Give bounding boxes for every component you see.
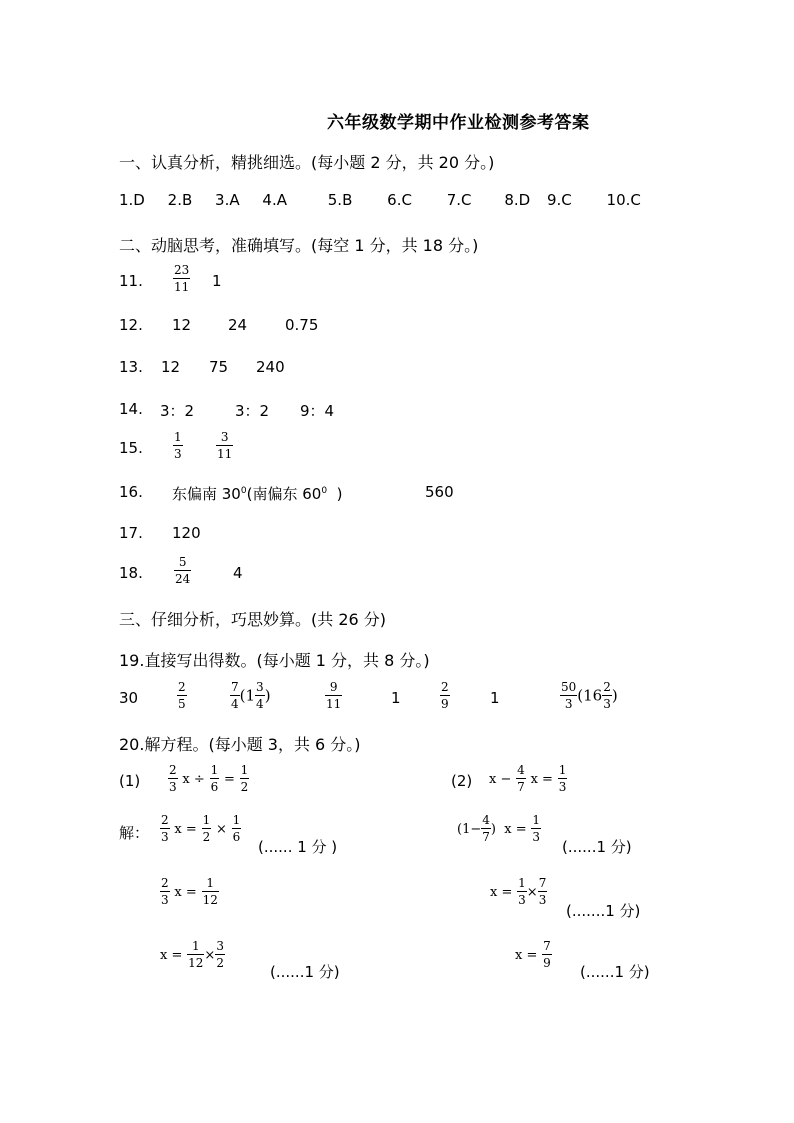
q20-p1-solve-label: 解：: [119, 824, 150, 842]
q20-p2-s2-a-den: 3: [518, 893, 526, 907]
q19-a3-paren-open: (1: [239, 686, 256, 705]
q19-a4-numerator: 9: [325, 681, 342, 696]
q20-p1-s1-a-den: 3: [161, 830, 169, 844]
q20-p1-eq-b-den: 6: [210, 780, 219, 794]
q16-degree-a: 0: [240, 486, 247, 496]
q20-p1-s3-pre: x =: [160, 948, 183, 963]
q20-p1-s3-b-num: 3: [216, 939, 224, 953]
q20-p1-s1-c-num: 1: [232, 813, 241, 827]
q20-p1-s2-a-num: 2: [161, 876, 169, 890]
q16-degree-b: 0: [321, 486, 328, 496]
q18-label: 18.: [119, 564, 143, 582]
q20-p1-s1-op2: ×: [215, 822, 227, 837]
q11-denominator: 11: [174, 280, 190, 294]
q12-answer-2: 24: [228, 316, 248, 334]
q19-a6-numerator: 2: [441, 680, 449, 694]
q19-a2-denominator: 5: [178, 697, 186, 711]
q13-label: 13.: [119, 358, 143, 376]
q17-label: 17.: [119, 524, 143, 542]
q20-p1-s1-b-num: 1: [202, 813, 211, 827]
q20-p2-s1-pre: (1−: [457, 822, 482, 837]
q16-answer-2: 560: [425, 483, 454, 501]
q16-paren-close: ): [327, 485, 343, 503]
answer-10: 10.C: [606, 191, 641, 209]
q11-answer-2: 1: [212, 272, 222, 290]
q18-answer-2: 4: [233, 564, 243, 582]
q20-p1-eq-c-den: 2: [240, 780, 249, 794]
q15-f1-denominator: 3: [174, 447, 182, 461]
q20-p1-step-3: [160, 940, 225, 969]
q12-label: 12.: [119, 316, 143, 334]
q20-p2-s3-pre: x =: [515, 948, 538, 963]
answer-8: 8.D: [504, 191, 531, 209]
answer-5: 5.B: [327, 191, 353, 209]
q13-answer-2: 75: [209, 358, 229, 376]
q15-fraction-2: [216, 431, 233, 460]
q20-p1-eq-c-num: 1: [240, 763, 249, 777]
q20-p2-s2-pre: x =: [490, 885, 513, 900]
q19-answer-4: [325, 681, 342, 710]
q20-p1-s2-op1: x =: [174, 885, 197, 900]
q19-a8-mixed-denominator: 3: [603, 697, 611, 711]
q20-p1-s3-b-den: 2: [216, 956, 224, 970]
q15-f1-numerator: 1: [174, 430, 182, 444]
q20-p1-eq-b-num: 1: [210, 763, 219, 777]
q20-p2-eq-pre: x −: [489, 772, 512, 787]
q20-p1-s3-op: ×: [204, 948, 216, 963]
q19-a2-numerator: 2: [178, 680, 186, 694]
q20-p2-s1-a-num: 4: [482, 813, 490, 827]
q19-a3-paren-close: ): [264, 686, 271, 705]
q20-p1-eq-op1: x ÷: [182, 772, 205, 787]
q16-answer-1: [172, 483, 342, 504]
q19-heading: 19.直接写出得数。(每小题 1 分，共 8 分。): [119, 651, 430, 670]
q19-answer-5: 1: [391, 689, 401, 707]
q20-p2-s1-a-den: 7: [482, 830, 490, 844]
q20-p2-s3-a-num: 7: [543, 939, 551, 953]
q20-p2-s2-b-den: 3: [538, 893, 547, 907]
q15-fraction-1: [173, 431, 183, 460]
q20-p1-s3-a-den: 12: [188, 956, 204, 970]
q20-p1-s3-a-num: 1: [187, 940, 204, 955]
q20-p1-eq-a-den: 3: [169, 780, 177, 794]
section-3-heading: 三、仔细分析，巧思妙算。(共 26 分): [119, 610, 387, 629]
q20-p2-s2-b-num: 7: [538, 876, 547, 890]
q20-p1-eq-op2: =: [223, 772, 235, 787]
q20-p2-step-1: [457, 814, 541, 843]
q20-p1-s3-score: (......1 分): [270, 963, 340, 981]
q20-p1-s2-b-num: 1: [202, 877, 219, 892]
q20-p2-equation: [489, 764, 567, 793]
q19-a3-mixed-denominator: 4: [256, 697, 264, 711]
q16-direction-b: (南偏东 60: [246, 485, 322, 503]
q18-numerator: 5: [174, 556, 191, 571]
q20-p2-step-2: [490, 877, 547, 906]
q20-p1-s2-a-den: 3: [161, 893, 169, 907]
answer-1: 1.D: [119, 191, 145, 209]
q12-answer-3: 0.75: [285, 316, 319, 334]
q20-p2-s3-a-den: 9: [543, 956, 551, 970]
q20-p1-label: (1): [119, 772, 141, 790]
page-title: 六年级数学期中作业检测参考答案: [327, 113, 590, 133]
q20-p2-eq-a-num: 4: [517, 763, 525, 777]
q19-answer-1: 30: [119, 689, 139, 707]
q19-a8-paren-close: ): [611, 686, 618, 705]
q19-a4-denominator: 11: [326, 697, 342, 711]
q20-p1-s1-b-den: 2: [202, 830, 211, 844]
q20-p2-label: (2): [451, 772, 473, 790]
q16-label: 16.: [119, 483, 143, 501]
q20-p2-s1-b-den: 3: [532, 830, 541, 844]
q20-p1-step-1: [160, 814, 241, 843]
section-1-answers: [119, 191, 641, 209]
q18-denominator: 24: [175, 572, 191, 586]
q20-p2-s2-a-num: 1: [518, 876, 526, 890]
q16-direction-a: 东偏南 30: [172, 485, 241, 503]
q19-answer-7: 1: [490, 689, 500, 707]
q20-p1-s1-score: (...... 1 分 ): [258, 838, 338, 856]
answer-6: 6.C: [387, 191, 412, 209]
q20-p1-s2-b-den: 12: [202, 893, 218, 907]
q13-answer-1: 12: [161, 358, 181, 376]
q19-a8-mixed-numerator: 2: [603, 680, 611, 694]
q20-p2-step-3: [515, 940, 552, 969]
q20-p2-eq-b-num: 1: [558, 763, 567, 777]
q20-p1-eq-a-num: 2: [169, 763, 177, 777]
q19-a3-denominator: 4: [231, 697, 239, 711]
q20-p2-s2-op: ×: [526, 885, 538, 900]
q19-a6-denominator: 9: [441, 697, 449, 711]
q18-fraction: [174, 556, 191, 585]
answer-9: 9.C: [546, 191, 572, 209]
q15-f2-denominator: 11: [217, 447, 233, 461]
q15-label: 15.: [119, 439, 143, 457]
q20-heading: 20.解方程。(每小题 3，共 6 分。): [119, 735, 361, 754]
q20-p2-s1-score: (......1 分): [562, 838, 632, 856]
q19-a3-mixed-numerator: 3: [256, 680, 264, 694]
q20-p2-s3-score: (......1 分): [580, 963, 650, 981]
q20-p1-s1-c-den: 6: [232, 830, 241, 844]
q20-p2-s1-op1: ) x =: [490, 822, 527, 837]
q12-answer-1: 12: [172, 316, 192, 334]
q19-a3-numerator: 7: [231, 680, 239, 694]
q14-label: 14.: [119, 400, 143, 418]
q13-answer-3: 240: [256, 358, 285, 376]
q19-a8-paren-open: (16: [577, 686, 603, 705]
q14-answer-2: 3：2: [235, 402, 270, 420]
q14-answer-1: 3：2: [160, 402, 195, 420]
answer-7: 7.C: [446, 191, 472, 209]
q20-p1-s1-a-num: 2: [161, 813, 169, 827]
q20-p1-s1-op1: x =: [174, 822, 197, 837]
q19-answer-6: [440, 681, 450, 710]
q17-answer-1: 120: [172, 524, 201, 542]
q20-p2-eq-b-den: 3: [558, 780, 567, 794]
q20-p2-s1-b-num: 1: [532, 813, 541, 827]
q11-fraction: [173, 264, 190, 293]
q11-label: 11.: [119, 272, 143, 290]
section-2-heading: 二、动脑思考，准确填写。(每空 1 分，共 18 分。): [119, 236, 479, 255]
q20-p2-s2-score: (.......1 分): [566, 902, 641, 920]
answer-2: 2.B: [167, 191, 193, 209]
answer-4: 4.A: [262, 191, 287, 209]
answer-3: 3.A: [215, 191, 240, 209]
q20-p2-eq-a-den: 7: [517, 780, 525, 794]
q19-a8-denominator: 3: [564, 697, 573, 711]
q20-p1-step-2: [160, 877, 219, 906]
q20-p1-equation: [168, 764, 249, 793]
q15-f2-numerator: 3: [216, 431, 233, 446]
q14-answer-3: 9：4: [300, 402, 335, 420]
q19-a8-numerator: 50: [561, 680, 577, 694]
q11-numerator: 23: [174, 263, 190, 277]
q19-answer-8: [560, 681, 618, 710]
section-1-heading: 一、认真分析，精挑细选。(每小题 2 分，共 20 分。): [119, 153, 495, 172]
q19-answer-3: [230, 681, 271, 710]
q19-answer-2: [177, 681, 187, 710]
q20-p2-eq-op1: x =: [530, 772, 553, 787]
